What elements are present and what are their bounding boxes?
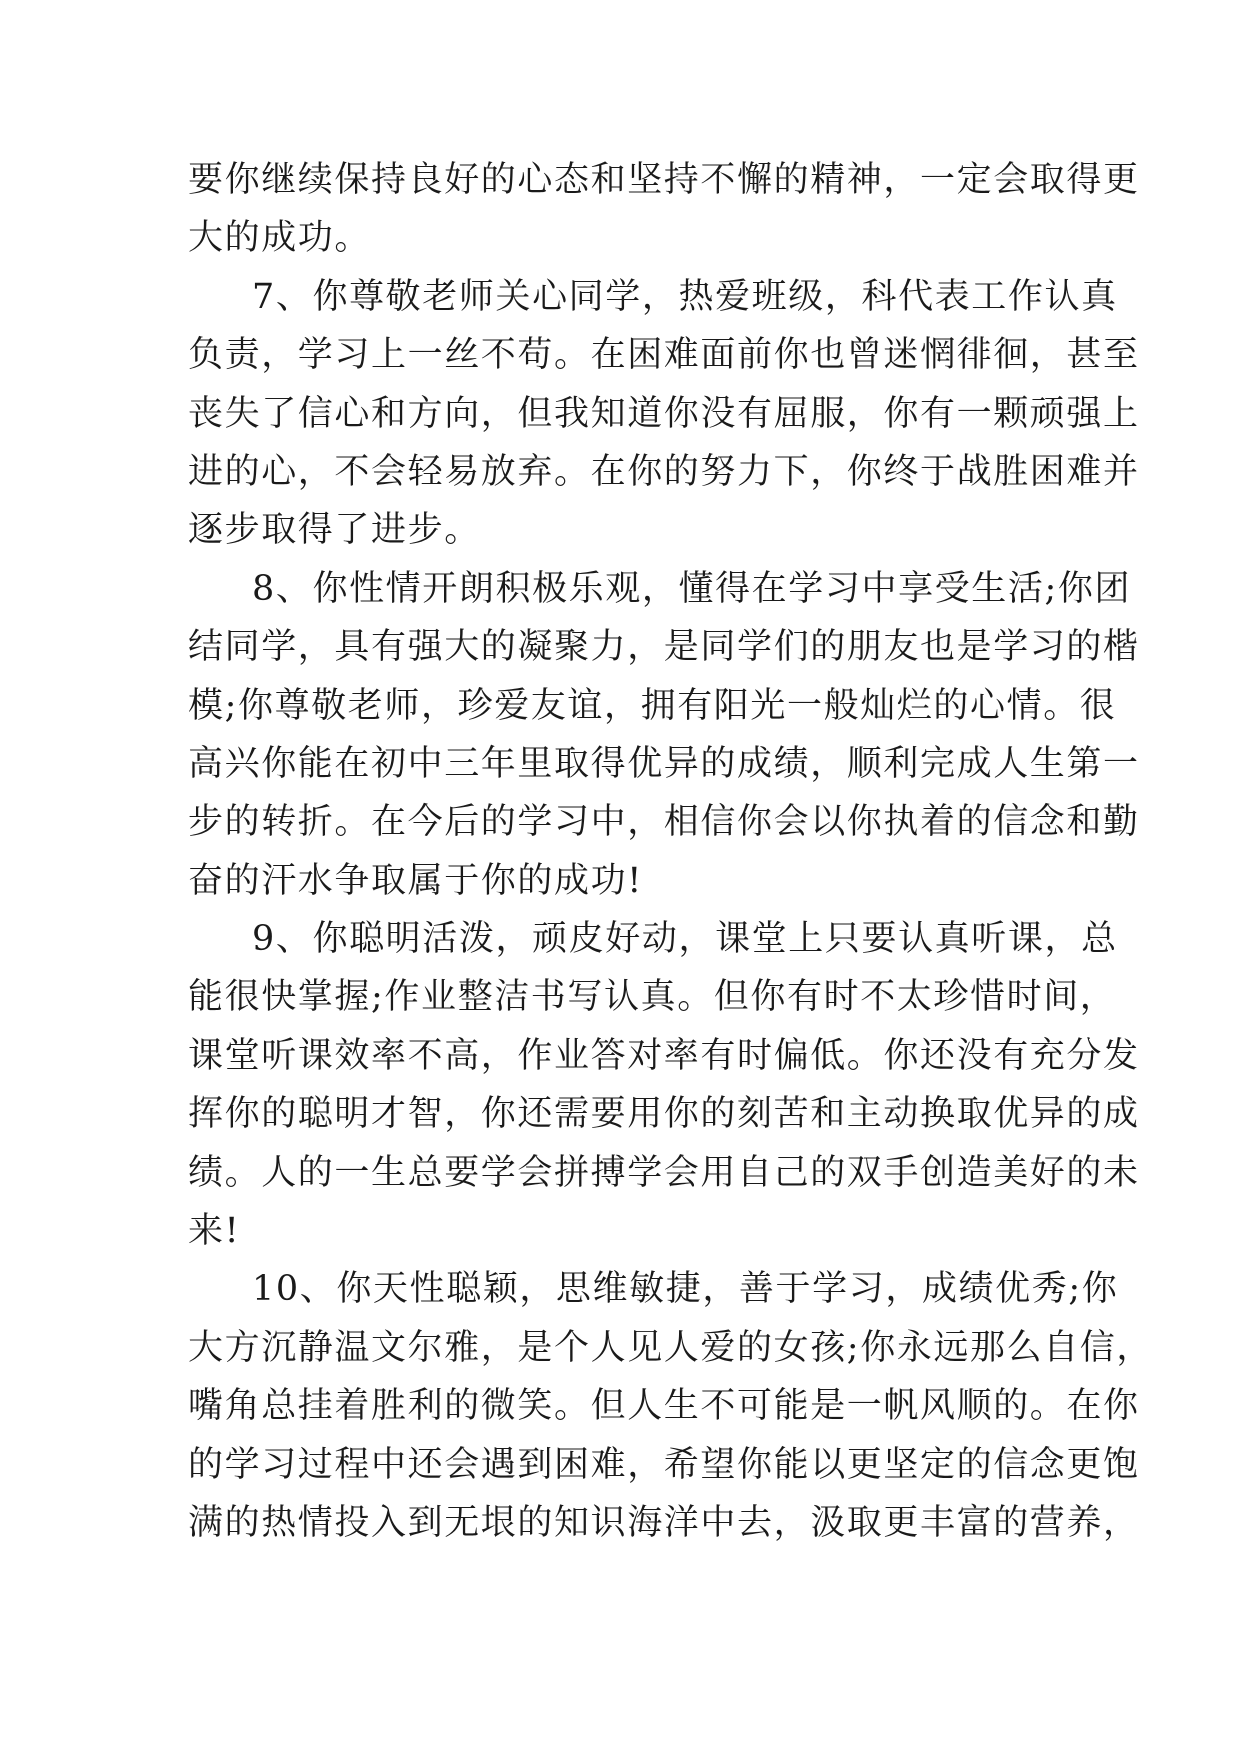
text-line-6: 进的心，不会轻易放弃。在你的努力下，你终于战胜困难并 xyxy=(188,451,1140,492)
text-line-19: 来! xyxy=(188,1211,241,1252)
text-line-24: 满的热情投入到无垠的知识海洋中去，汲取更丰富的营养， xyxy=(188,1502,1140,1543)
text-line-9: 结同学，具有强大的凝聚力，是同学们的朋友也是学习的楷 xyxy=(188,627,1140,668)
text-line-15: 能很快掌握;作业整洁书写认真。但你有时不太珍惜时间， xyxy=(188,977,1117,1018)
text-line-18: 绩。人的一生总要学会拼搏学会用自己的双手创造美好的未 xyxy=(188,1152,1140,1193)
text-line-8: 8、你性情开朗积极乐观，懂得在学习中享受生活;你团 xyxy=(252,568,1132,609)
text-line-13: 奋的汗水争取属于你的成功! xyxy=(188,860,643,901)
text-line-20: 10、你天性聪颖，思维敏捷，善于学习，成绩优秀;你 xyxy=(252,1269,1119,1310)
text-line-5: 丧失了信心和方向，但我知道你没有屈服，你有一颗顽强上 xyxy=(188,393,1140,434)
text-line-12: 步的转折。在今后的学习中，相信你会以你执着的信念和勤 xyxy=(188,802,1140,843)
text-line-17: 挥你的聪明才智，你还需要用你的刻苦和主动换取优异的成 xyxy=(188,1094,1140,1135)
text-line-21: 大方沉静温文尔雅，是个人见人爱的女孩;你永远那么自信， xyxy=(188,1327,1153,1368)
document-body xyxy=(188,151,1153,1552)
text-line-3: 7、你尊敬老师关心同学，热爱班级，科代表工作认真 xyxy=(252,276,1118,317)
text-line-7: 逐步取得了进步。 xyxy=(188,510,481,551)
text-line-22: 嘴角总挂着胜利的微笑。但人生不可能是一帆风顺的。在你 xyxy=(188,1386,1140,1427)
text-line-4: 负责，学习上一丝不苟。在困难面前你也曾迷惘徘徊，甚至 xyxy=(188,335,1140,376)
text-line-2: 大的成功。 xyxy=(188,218,372,259)
text-line-1: 要你继续保持良好的心态和坚持不懈的精神，一定会取得更 xyxy=(188,160,1140,200)
text-line-11: 高兴你能在初中三年里取得优异的成绩，顺利完成人生第一 xyxy=(188,743,1140,784)
text-line-14: 9、你聪明活泼，顽皮好动，课堂上只要认真听课，总 xyxy=(252,919,1118,960)
text-line-23: 的学习过程中还会遇到困难，希望你能以更坚定的信念更饱 xyxy=(188,1444,1140,1485)
text-line-10: 模;你尊敬老师，珍爱友谊，拥有阳光一般灿烂的心情。很 xyxy=(188,685,1117,726)
text-line-16: 课堂听课效率不高，作业答对率有时偏低。你还没有充分发 xyxy=(188,1035,1140,1076)
